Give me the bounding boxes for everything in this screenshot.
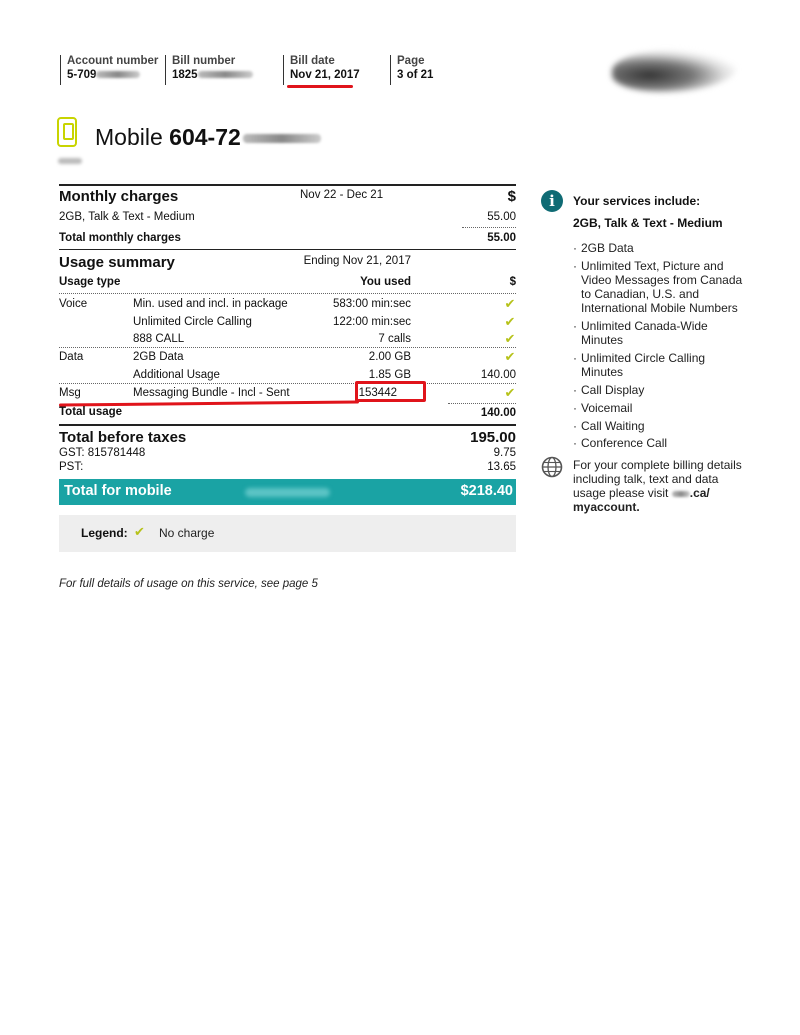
legend-label: Legend: xyxy=(81,526,128,540)
check-icon: ✔ xyxy=(504,349,516,364)
usage-desc: Additional Usage xyxy=(133,369,220,381)
account-number-label: Account number xyxy=(67,55,159,67)
section-divider xyxy=(59,249,516,250)
title-prefix: Mobile xyxy=(95,124,163,150)
service-item: · Voicemail xyxy=(573,401,633,415)
service-item: · Call Display xyxy=(573,383,645,397)
account-number-value: 5-709 xyxy=(67,69,97,81)
page-value: 3 of 21 xyxy=(397,69,434,81)
service-item: · 2GB Data xyxy=(573,241,634,255)
total-for-mobile-amount: $218.40 xyxy=(460,483,513,499)
redaction-blur xyxy=(245,488,330,497)
usage-type: Voice xyxy=(59,298,88,310)
billing-details-text xyxy=(573,458,745,514)
usage-period: Ending Nov 21, 2017 xyxy=(303,255,411,267)
page-label: Page xyxy=(397,55,425,67)
total-for-mobile-bar xyxy=(59,479,516,505)
bill-date-value: Nov 21, 2017 xyxy=(290,69,360,81)
dotted-divider xyxy=(59,347,516,348)
check-icon: ✔ xyxy=(134,524,145,539)
gst-amount: 9.75 xyxy=(493,447,516,459)
usage-summary-heading: Usage summary xyxy=(59,254,175,271)
billing-text: For your complete billing details including talk, text and data usage please visit xyxy=(573,458,742,500)
section-divider xyxy=(59,424,516,426)
service-item: · Conference Call xyxy=(573,436,668,450)
total-monthly-amount: 55.00 xyxy=(487,232,516,244)
usage-desc: Unlimited Circle Calling xyxy=(133,316,252,328)
check-icon: ✔ xyxy=(504,331,516,346)
redaction-blur xyxy=(96,71,140,78)
footnote: For full details of usage on this service, see page 5 xyxy=(59,578,318,590)
info-icon: i xyxy=(541,190,563,212)
dotted-divider xyxy=(448,403,516,404)
billing-link-path[interactable]: myaccount. xyxy=(573,500,640,514)
column-usage-type: Usage type xyxy=(59,276,121,288)
usage-desc: 888 CALL xyxy=(133,333,185,345)
services-heading: Your services include: xyxy=(573,194,701,208)
usage-used: 2.00 GB xyxy=(368,351,411,363)
check-icon: ✔ xyxy=(504,296,516,311)
mobile-number: 604-72 xyxy=(169,124,241,150)
bill-date-underline xyxy=(287,85,353,88)
redaction-blur xyxy=(58,158,82,164)
page-title xyxy=(95,124,321,151)
usage-type: Msg xyxy=(59,387,81,399)
usage-desc: Messaging Bundle - Incl - Sent xyxy=(133,387,290,399)
usage-desc: Min. used and incl. in package xyxy=(133,298,288,310)
legend-box xyxy=(59,515,516,552)
redaction-blur xyxy=(198,71,253,78)
globe-icon xyxy=(541,456,563,478)
gst-label: GST: 815781448 xyxy=(59,447,146,459)
services-plan: 2GB, Talk & Text - Medium xyxy=(573,216,723,230)
dotted-divider xyxy=(462,227,516,228)
phone-icon xyxy=(57,117,77,147)
page-block xyxy=(390,55,433,85)
column-you-used: You used xyxy=(360,276,411,288)
pst-label: PST: xyxy=(59,461,84,473)
before-taxes-heading: Total before taxes xyxy=(59,429,187,446)
total-usage-label: Total usage xyxy=(59,406,123,418)
service-item: · Call Waiting xyxy=(573,419,645,433)
service-item: · Unlimited Canada-Wide Minutes xyxy=(573,319,708,347)
usage-used: 583:00 min:sec xyxy=(333,298,411,310)
account-number-block xyxy=(60,55,158,85)
monthly-charges-heading: Monthly charges xyxy=(59,188,179,205)
usage-used: 1.85 GB xyxy=(368,369,411,381)
bill-date-label: Bill date xyxy=(290,55,335,67)
service-item: · Unlimited Circle Calling Minutes xyxy=(573,351,706,379)
usage-desc: 2GB Data xyxy=(133,351,184,363)
billing-link-suffix[interactable]: .ca/ xyxy=(689,486,710,500)
usage-used: 122:00 min:sec xyxy=(333,316,411,328)
before-taxes-amount: 195.00 xyxy=(470,429,516,446)
plan-amount: 55.00 xyxy=(487,211,516,223)
section-divider xyxy=(59,184,516,186)
dotted-divider xyxy=(59,293,516,294)
usage-used: 7 calls xyxy=(378,333,411,345)
total-monthly-label: Total monthly charges xyxy=(59,232,181,244)
column-amount: $ xyxy=(509,276,516,288)
bill-number-value: 1825 xyxy=(172,69,198,81)
pst-amount: 13.65 xyxy=(487,461,516,473)
bill-number-label: Bill number xyxy=(172,55,236,67)
usage-amount: 140.00 xyxy=(480,369,516,381)
bill-date-block xyxy=(283,55,360,85)
usage-type: Data xyxy=(59,351,84,363)
redaction-blur xyxy=(243,134,321,143)
bill-number-block xyxy=(165,55,253,85)
monthly-period: Nov 22 - Dec 21 xyxy=(300,189,384,201)
legend-text: No charge xyxy=(159,526,215,540)
redaction-blur xyxy=(672,491,690,497)
company-logo xyxy=(612,50,737,92)
check-icon: ✔ xyxy=(504,314,516,329)
service-item: · Unlimited Text, Picture and Video Messages from Canada to Canadian, U.S. and International Mobile Numbers xyxy=(573,259,743,315)
highlight-box xyxy=(355,381,426,402)
check-icon: ✔ xyxy=(504,385,516,400)
plan-label: 2GB, Talk & Text - Medium xyxy=(59,211,195,223)
usage-used: 153442 xyxy=(358,387,397,399)
total-usage-amount: 140.00 xyxy=(480,407,516,419)
dotted-divider xyxy=(59,383,516,384)
monthly-currency: $ xyxy=(507,188,516,205)
total-for-mobile-label: Total for mobile xyxy=(64,483,172,499)
